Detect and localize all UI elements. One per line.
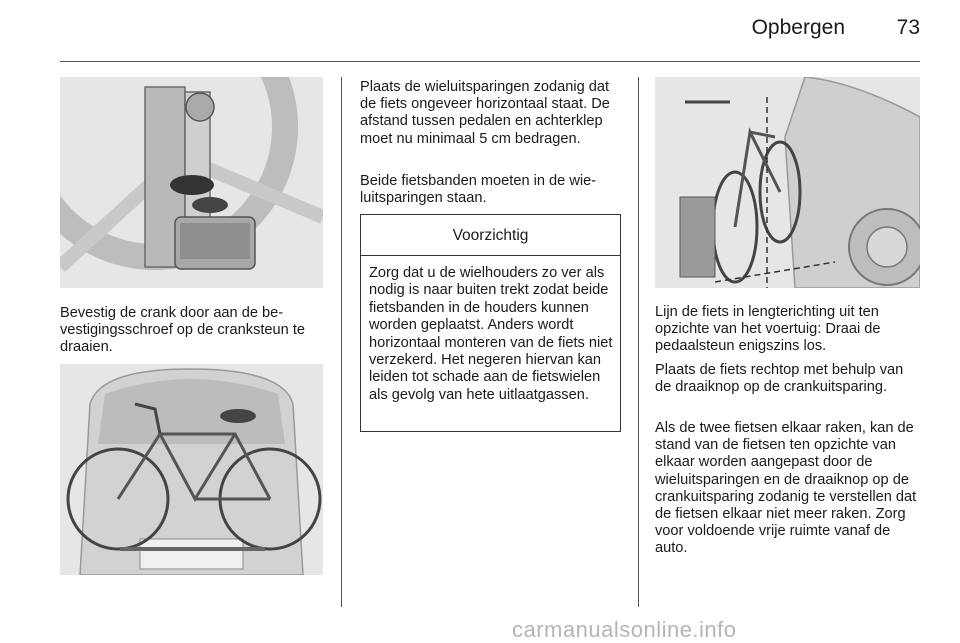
column-divider-left	[341, 77, 342, 607]
caution-box	[360, 214, 621, 432]
paragraph-upright-bike: Plaats de fiets rechtop met behulp van de draaiknop op de crankuitsparing.	[655, 362, 904, 396]
crank-illustration	[60, 77, 323, 288]
crank-caption: Bevestig de crank door aan de bevestigingsschroef op de cranksteun te draaien.	[60, 305, 305, 356]
watermark: carmanualsonline.info	[512, 617, 737, 642]
paragraph-two-bikes-touching: Als de twee fietsen elkaar raken, kan de stand van de fietsen ten opzichte van elkaar worden aangepast door de wieluitsparingen en de draaiknop op de crankuitsparing zodanig te verstellen dat de fietsen elkaar niet meer raken. Zorg voor voldoende vrije ruimte vanaf de auto.	[655, 420, 917, 557]
header-rule	[60, 61, 920, 62]
paragraph-tyres-in-recesses: Beide fietsbanden moeten in de wieluitsparingen staan.	[360, 173, 597, 207]
paragraph-align-bike: Lijn de fiets in lengterichting uit ten opzichte van het voertuig: Draai de pedaalsteun enigszins los.	[655, 304, 881, 355]
bike-carrier-illustration	[60, 364, 323, 575]
caution-title: Voorzichtig	[361, 215, 620, 256]
page-title: Opbergen	[751, 16, 845, 39]
column-divider-right	[638, 77, 639, 607]
bike-alignment-illustration	[655, 77, 920, 288]
caution-text: Zorg dat u de wielhouders zo ver als nodig is naar buiten trekt zodat beide fietsbanden in de houders kunnen worden geplaatst. Anders wordt horizontaal monteren van de fiets niet verzekerd. Het negeren hiervan kan leiden tot schade aan de fietswielen als gevolg van hete uitlaatgassen.	[369, 265, 613, 403]
page-number: 73	[896, 16, 920, 39]
paragraph-position-wheel-recesses: Plaats de wieluitsparingen zodanig dat de fiets ongeveer horizontaal staat. De afstand tussen pedalen en achterklep moet nu minimaal 5 cm bedragen.	[360, 79, 610, 147]
